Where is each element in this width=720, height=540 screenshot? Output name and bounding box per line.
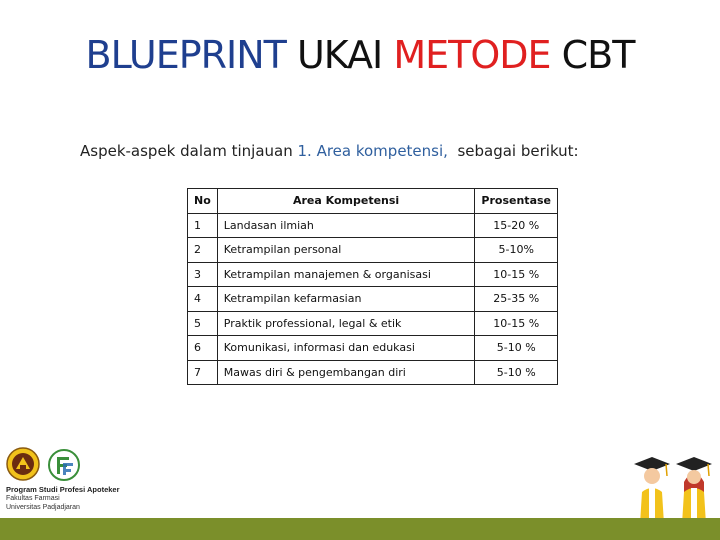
- row-no: 1: [188, 213, 218, 238]
- institution-logos: [6, 447, 120, 517]
- row-no: 6: [188, 336, 218, 361]
- row-area: Praktik professional, legal & etik: [217, 311, 475, 336]
- graduates-illustration-icon: [630, 452, 716, 524]
- row-percentage: 5-10 %: [475, 336, 558, 361]
- row-percentage: 10-15 %: [475, 262, 558, 287]
- row-percentage: 10-15 %: [475, 311, 558, 336]
- unpad-seal-logo-icon: [6, 447, 40, 481]
- table-row: [188, 238, 558, 263]
- row-percentage: 5-10 %: [475, 360, 558, 385]
- row-area: Ketrampilan kefarmasian: [217, 287, 475, 312]
- row-no: 3: [188, 262, 218, 287]
- row-percentage: 5-10%: [475, 238, 558, 263]
- org-program-name: Program Studi Profesi Apoteker: [6, 485, 120, 494]
- slide-title: [0, 32, 720, 78]
- row-area: Ketrampilan manajemen & organisasi: [217, 262, 475, 287]
- title-word-blueprint: BLUEPRINT: [85, 33, 286, 77]
- competency-table: [187, 188, 558, 385]
- row-percentage: 15-20 %: [475, 213, 558, 238]
- subtitle-highlight: 1. Area kompetensi,: [297, 142, 448, 160]
- row-area: Mawas diri & pengembangan diri: [217, 360, 475, 385]
- row-no: 4: [188, 287, 218, 312]
- table-row: [188, 262, 558, 287]
- title-word-metode: METODE: [393, 33, 551, 77]
- table-row: [188, 311, 558, 336]
- header-percentage: Prosentase: [475, 189, 558, 214]
- row-no: 2: [188, 238, 218, 263]
- org-faculty: Fakultas Farmasi: [6, 495, 60, 502]
- farmasi-ff-logo-icon: [48, 449, 80, 481]
- org-university: Universitas Padjadjaran: [6, 504, 80, 511]
- table-row: [188, 360, 558, 385]
- row-no: 7: [188, 360, 218, 385]
- subtitle-suffix: sebagai berikut:: [447, 142, 579, 160]
- row-area: Ketrampilan personal: [217, 238, 475, 263]
- table-row: [188, 336, 558, 361]
- header-area: Area Kompetensi: [217, 189, 475, 214]
- table-row: [188, 213, 558, 238]
- title-word-ukai: UKAI: [296, 33, 383, 77]
- footer-bar: [0, 518, 720, 540]
- row-area: Komunikasi, informasi dan edukasi: [217, 336, 475, 361]
- row-area: Landasan ilmiah: [217, 213, 475, 238]
- title-word-cbt: CBT: [561, 33, 635, 77]
- row-percentage: 25-35 %: [475, 287, 558, 312]
- table-row: [188, 287, 558, 312]
- table-header-row: [188, 189, 558, 214]
- slide-subtitle: [80, 142, 579, 160]
- subtitle-prefix: Aspek-aspek dalam tinjauan: [80, 142, 298, 160]
- row-no: 5: [188, 311, 218, 336]
- header-no: No: [188, 189, 218, 214]
